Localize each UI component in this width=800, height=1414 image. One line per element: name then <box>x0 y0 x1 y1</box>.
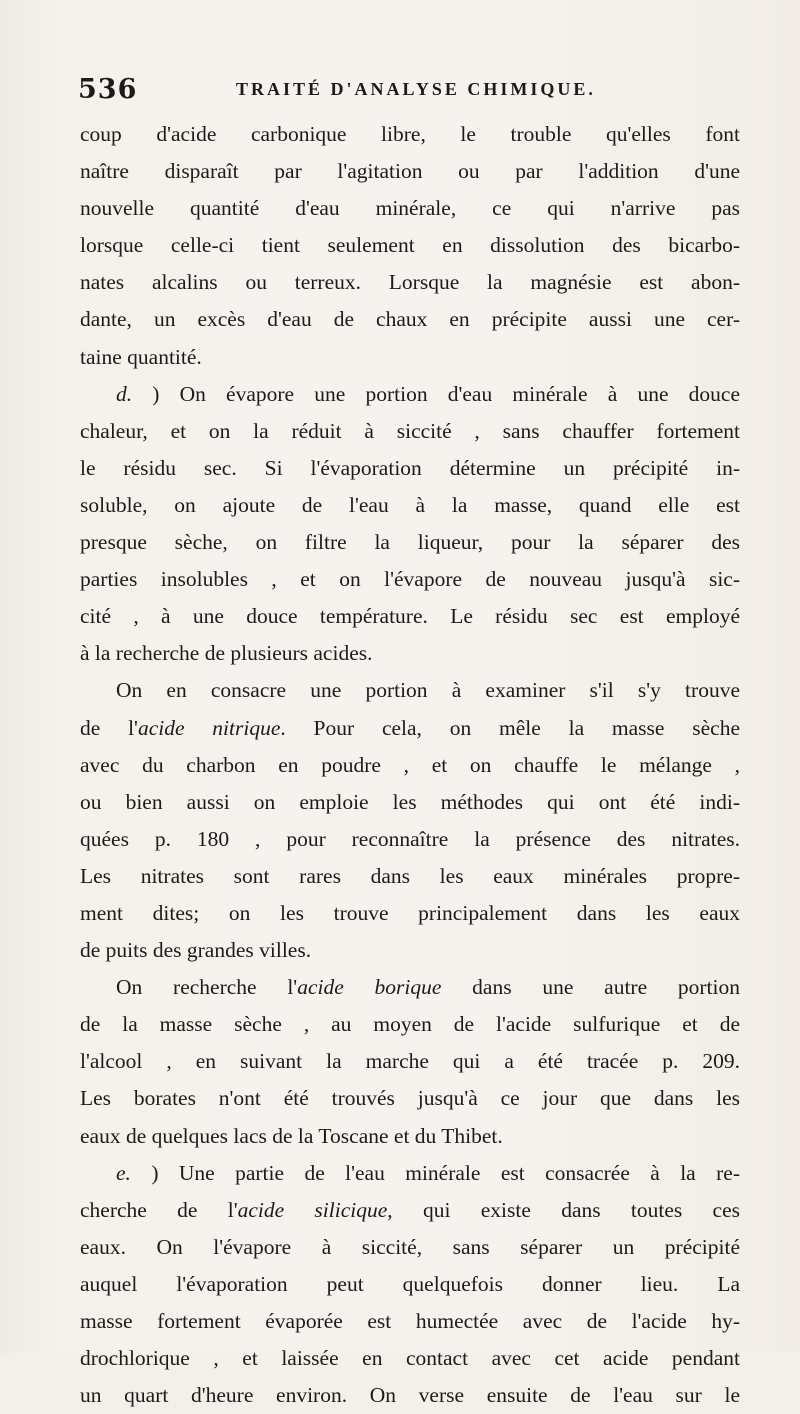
line-segment: , qui existe dans toutes ces <box>387 1197 741 1222</box>
text-line: à la recherche de plusieurs acides. <box>80 641 373 666</box>
text-line: naître disparaît par l'agitation ou par l'addition d'une <box>80 159 740 184</box>
running-head: TRAITÉ D'ANALYSE CHIMIQUE. <box>236 79 596 99</box>
line-segment: On recherche l' <box>116 975 298 1000</box>
text-line: drochlorique , et laissée en contact avec cet acide pendant <box>80 1346 740 1371</box>
text-line: nouvelle quantité d'eau minérale, ce qui n'arrive pas <box>80 196 740 221</box>
body-text <box>80 116 740 1414</box>
text-line <box>80 376 740 413</box>
text-line: cité , à une douce température. Le résidu sec est employé <box>80 604 740 629</box>
text-line: lorsque celle-ci tient seulement en dissolution des bicarbo- <box>80 233 740 258</box>
text-line: ou bien aussi on emploie les méthodes qui ont été indi- <box>80 789 740 814</box>
text-line: parties insolubles , et on l'évapore de nouveau jusqu'à sic- <box>80 567 740 592</box>
text-line <box>80 969 740 1006</box>
text-line: Les nitrates sont rares dans les eaux minérales propre- <box>80 863 740 888</box>
italic-term: e. <box>116 1160 131 1185</box>
page-header <box>78 74 738 114</box>
text-line <box>80 1192 740 1229</box>
text-line: l'alcool , en suivant la marche qui a été tracée p. 209. <box>80 1049 740 1074</box>
line-segment: de l' <box>80 715 138 740</box>
text-line: de puits des grandes villes. <box>80 938 312 963</box>
text-line: de la masse sèche , au moyen de l'acide sulfurique et de <box>80 1012 740 1037</box>
text-line: auquel l'évaporation peut quelquefois donner lieu. La <box>80 1271 740 1296</box>
text-line: le résidu sec. Si l'évaporation détermine un précipité in- <box>80 455 740 480</box>
text-line: chaleur, et on la réduit à siccité , sans chauffer fortement <box>80 418 740 443</box>
text-line: nates alcalins ou terreux. Lorsque la magnésie est abon- <box>80 270 740 295</box>
page-number: 536 <box>78 74 138 105</box>
line-segment: ) On évapore une portion d'eau minérale à une douce <box>132 381 740 406</box>
italic-term: acide borique <box>297 975 442 1000</box>
text-line: masse fortement évaporée est humectée avec de l'acide hy- <box>80 1309 740 1333</box>
line-segment: ) Une partie de l'eau minérale est consacrée à la re- <box>130 1160 740 1185</box>
italic-term: d. <box>116 381 133 406</box>
text-line: eaux. On l'évapore à siccité, sans séparer un précipité <box>80 1234 740 1259</box>
line-segment: cherche de l' <box>80 1197 238 1222</box>
text-line <box>80 710 740 747</box>
text-line: On en consacre une portion à examiner s'il s'y trouve <box>116 678 740 703</box>
line-segment: dans une autre portion <box>441 975 740 1000</box>
text-line: dante, un excès d'eau de chaux en précipite aussi une cer- <box>80 307 740 332</box>
text-line: avec du charbon en poudre , et on chauffe le mélange , <box>80 752 740 777</box>
text-line: presque sèche, on filtre la liqueur, pour la séparer des <box>80 530 740 555</box>
text-line: soluble, on ajoute de l'eau à la masse, quand elle est <box>80 492 740 517</box>
text-line: coup d'acide carbonique libre, le trouble qu'elles font <box>80 122 740 146</box>
text-line: Les borates n'ont été trouvés jusqu'à ce jour que dans les <box>80 1086 740 1111</box>
line-segment: . Pour cela, on mêle la masse sèche <box>280 715 740 740</box>
text-line: un quart d'heure environ. On verse ensuite de l'eau sur le <box>80 1383 740 1408</box>
text-line: taine quantité. <box>80 344 202 369</box>
text-line <box>80 1155 740 1192</box>
italic-term: acide nitrique <box>137 715 281 740</box>
italic-term: acide silicique <box>237 1197 388 1222</box>
text-line: ment dites; on les trouve principalement dans les eaux <box>80 900 740 925</box>
text-line: eaux de quelques lacs de la Toscane et du Thibet. <box>80 1123 503 1148</box>
text-line: quées p. 180 , pour reconnaître la présence des nitrates. <box>80 826 740 851</box>
